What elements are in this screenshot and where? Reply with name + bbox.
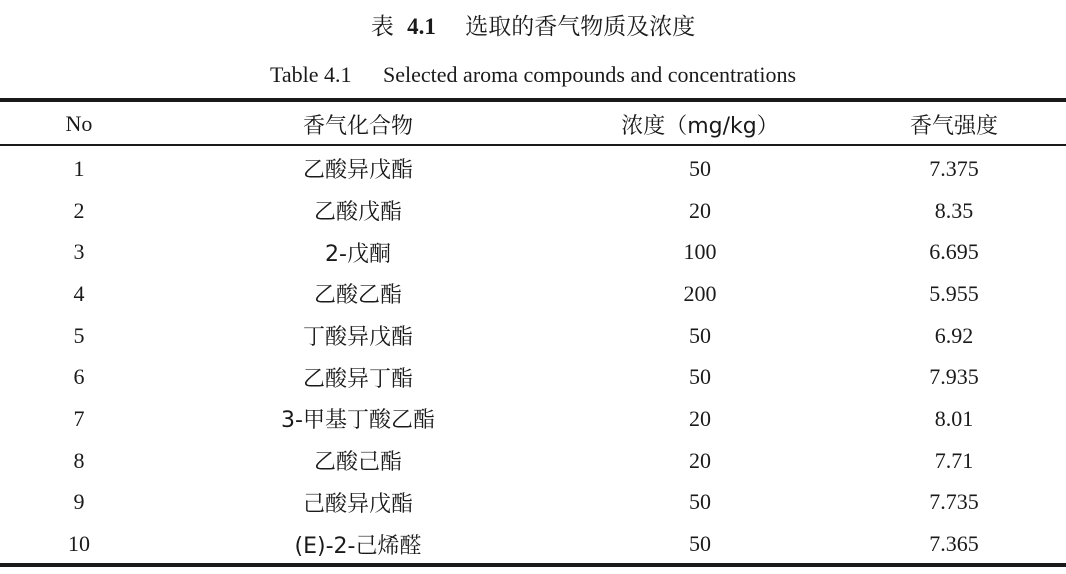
table-row (0, 482, 1066, 524)
cell-intensity: 8.01 (934, 405, 974, 431)
table-row (0, 190, 1066, 232)
cell-compound: 乙酸己酯 (313, 450, 402, 476)
cell-intensity: 7.71 (934, 447, 974, 473)
cell-concentration: 50 (689, 489, 711, 515)
table-row (0, 231, 1066, 273)
caption-prefix-cn: 表 (370, 14, 394, 40)
header-no: No (65, 111, 93, 136)
cell-no: 9 (73, 489, 85, 515)
cell-concentration: 50 (689, 364, 711, 390)
cell-concentration: 20 (689, 447, 711, 473)
caption-number: 4.1 (407, 14, 436, 39)
cell-concentration: 20 (689, 197, 711, 223)
cell-intensity: 7.735 (929, 489, 979, 515)
cell-concentration: 20 (689, 405, 711, 431)
cell-intensity: 5.955 (929, 280, 979, 306)
table-caption-english (0, 59, 1066, 91)
caption-prefix-en: Table 4.1 (269, 62, 352, 87)
cell-no: 2 (73, 197, 85, 223)
cell-compound: 丁酸异戊酯 (302, 325, 413, 351)
cell-no: 7 (73, 405, 85, 431)
table-header-row (0, 102, 1066, 146)
cell-compound: 3-甲基丁酸乙酯 (281, 408, 435, 434)
caption-title-en: Selected aroma compounds and concentrations (383, 62, 797, 87)
table-caption-chinese (0, 10, 1066, 44)
cell-intensity: 6.695 (929, 239, 979, 265)
header-compound: 香气化合物 (302, 113, 413, 139)
table-row (0, 315, 1066, 357)
cell-compound: 乙酸异戊酯 (302, 158, 413, 184)
table-row (0, 523, 1066, 565)
cell-intensity: 7.375 (929, 155, 979, 181)
cell-intensity: 7.935 (929, 364, 979, 390)
cell-concentration: 50 (689, 155, 711, 181)
header-concentration: 浓度（mg/kg） (621, 113, 779, 139)
table-row (0, 273, 1066, 315)
table-row (0, 356, 1066, 398)
cell-intensity: 6.92 (934, 322, 974, 348)
cell-intensity: 8.35 (934, 197, 974, 223)
cell-compound: 乙酸戊酯 (313, 200, 402, 226)
cell-compound: 乙酸异丁酯 (302, 366, 413, 392)
table-row (0, 148, 1066, 190)
cell-compound: 2-戊酮 (325, 241, 391, 267)
cell-intensity: 7.365 (929, 531, 979, 557)
cell-no: 4 (73, 280, 85, 306)
aroma-compounds-table (0, 102, 1066, 565)
cell-concentration: 50 (689, 322, 711, 348)
cell-concentration: 50 (689, 531, 711, 557)
table-row (0, 398, 1066, 440)
cell-no: 3 (73, 239, 85, 265)
cell-no: 1 (73, 155, 85, 181)
cell-compound: 乙酸乙酯 (313, 283, 402, 309)
cell-no: 8 (73, 447, 85, 473)
header-intensity: 香气强度 (909, 113, 998, 139)
cell-compound: 己酸异戊酯 (302, 491, 413, 517)
table-row (0, 440, 1066, 482)
cell-concentration: 100 (683, 239, 717, 265)
cell-no: 5 (73, 322, 85, 348)
caption-title-cn: 选取的香气物质及浓度 (465, 14, 696, 40)
cell-compound: (E)-2-己烯醛 (294, 533, 422, 559)
cell-concentration: 200 (683, 280, 717, 306)
cell-no: 10 (68, 531, 90, 557)
cell-no: 6 (73, 364, 85, 390)
